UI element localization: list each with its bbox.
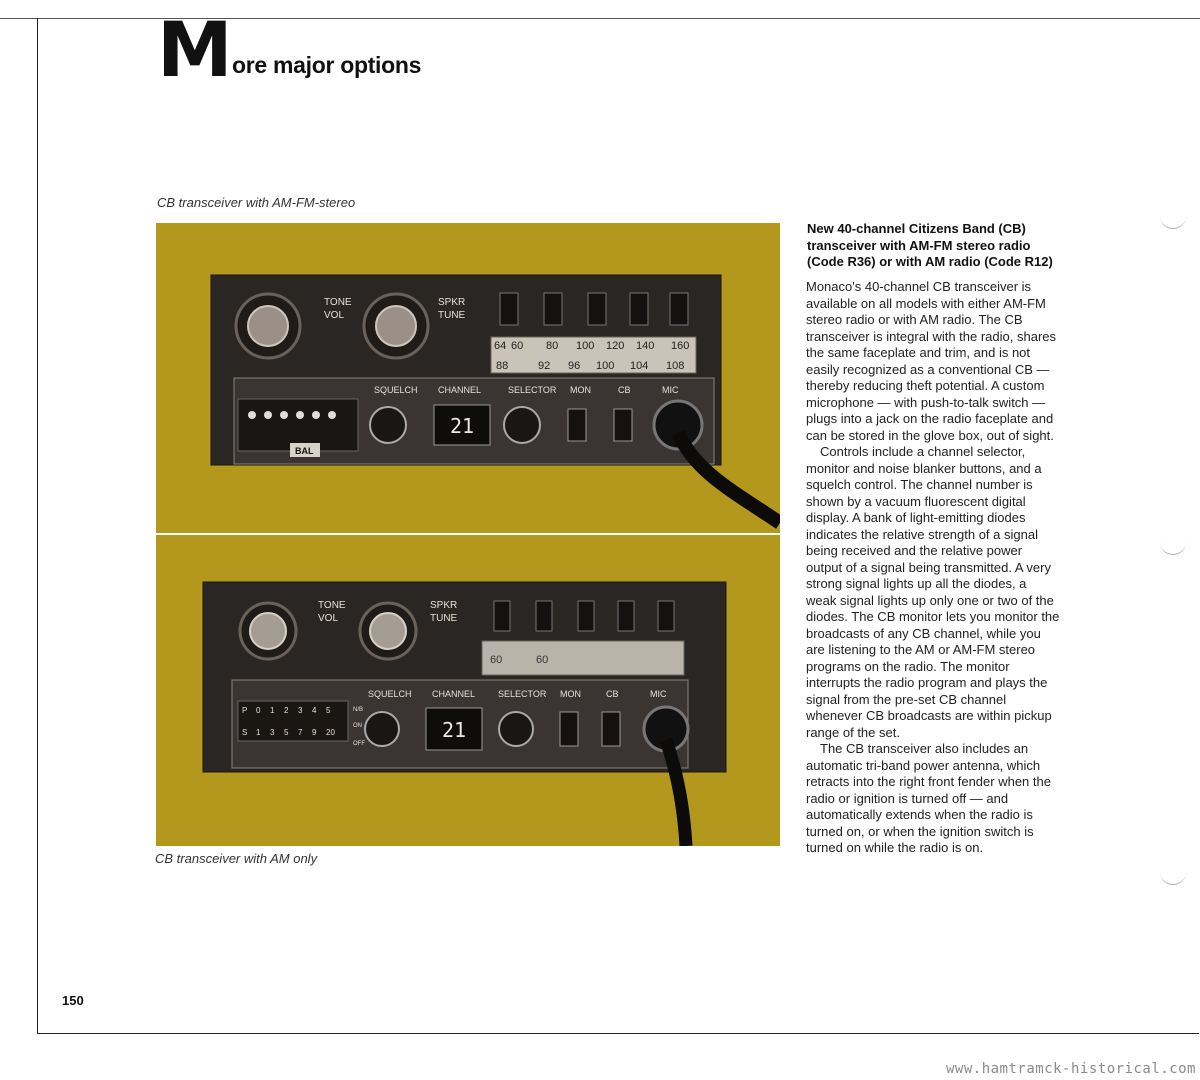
body-line: automatic tri-band power antenna, which bbox=[806, 757, 1041, 773]
body-line: transceiver is integral with the radio, shares bbox=[806, 328, 1057, 344]
heading-text: ore major options bbox=[232, 52, 422, 78]
body-line: stereo radio or with AM radio. The CB bbox=[806, 312, 1023, 327]
heading-initial: M bbox=[157, 5, 231, 94]
body-line: turned on, or when the ignition switch is bbox=[806, 823, 1034, 839]
section-title bbox=[807, 221, 1107, 271]
body-line: weak signal lights up only one or two of the bbox=[806, 592, 1054, 608]
tone-vol-knob-cap bbox=[250, 613, 286, 649]
label-tune: TUNE bbox=[430, 613, 458, 624]
preset-button-5 bbox=[670, 293, 688, 325]
body-line: retracts into the right front fender when the bbox=[806, 774, 1051, 789]
body-line: available on all models with either AM-FM bbox=[806, 295, 1046, 311]
radio-illustration-top bbox=[156, 223, 780, 533]
label-bal: BAL bbox=[295, 446, 314, 456]
section-title-line: (Code R36) or with AM radio (Code R12) bbox=[807, 254, 1053, 269]
led bbox=[328, 411, 336, 419]
caption-top: CB transceiver with AM-FM-stereo bbox=[157, 195, 356, 210]
body-line: turned on while the radio is on. bbox=[806, 840, 984, 855]
led bbox=[264, 411, 272, 419]
label-squelch: SQUELCH bbox=[368, 689, 412, 699]
nb-label: N/B bbox=[353, 707, 364, 713]
label-mic: MIC bbox=[650, 689, 667, 699]
body-line: indicates the relative strength of a signal bbox=[806, 526, 1038, 542]
led-label: 2 bbox=[284, 706, 289, 715]
label-spkr: SPKR bbox=[438, 297, 466, 308]
body-line: display. A bank of light-emitting diodes bbox=[806, 510, 1026, 525]
led-label: 20 bbox=[326, 728, 335, 737]
body-line: the same faceplate and trim, and is not bbox=[806, 345, 1031, 360]
am-tick: 60 bbox=[490, 654, 503, 666]
led-label: P bbox=[242, 706, 248, 715]
tone-vol-knob-cap bbox=[248, 306, 288, 346]
label-cb: CB bbox=[606, 689, 619, 699]
mic-cord bbox=[678, 433, 780, 523]
fm-tick: 64 bbox=[494, 340, 507, 352]
body-line: range of the set. bbox=[806, 724, 900, 740]
label-mon: MON bbox=[570, 385, 591, 395]
led-label: 7 bbox=[298, 728, 303, 737]
section-body bbox=[806, 279, 1106, 857]
preset-button-2 bbox=[536, 601, 552, 631]
body-line: interrupts the radio program and plays the bbox=[806, 675, 1048, 690]
am-tick: 60 bbox=[536, 654, 549, 666]
fm-tick: 80 bbox=[546, 340, 559, 352]
body-line: thereby reducing theft potential. A custom bbox=[806, 378, 1045, 393]
label-selector: SELECTOR bbox=[508, 385, 557, 395]
nb-label: ON bbox=[353, 723, 362, 729]
body-line: programs on the radio. The monitor bbox=[806, 658, 1010, 674]
section-title-line: New 40-channel Citizens Band (CB) bbox=[807, 221, 1026, 236]
fm-tick: 60 bbox=[511, 340, 524, 352]
body-line: Controls include a channel selector, bbox=[820, 444, 1026, 459]
selector-knob bbox=[504, 407, 540, 443]
led-label: 5 bbox=[284, 728, 289, 737]
am-tick: 88 bbox=[496, 360, 509, 372]
label-mic: MIC bbox=[662, 385, 679, 395]
squelch-knob bbox=[365, 712, 399, 746]
photo-cb-am-fm-stereo bbox=[156, 223, 780, 533]
led-label: 3 bbox=[298, 706, 303, 715]
body-line: whenever CB broadcasts are within pickup bbox=[806, 708, 1052, 723]
channel-number: 21 bbox=[450, 414, 475, 438]
led bbox=[312, 411, 320, 419]
label-vol: VOL bbox=[324, 310, 345, 321]
spkr-tune-knob-cap bbox=[376, 306, 416, 346]
label-tone: TONE bbox=[318, 600, 346, 611]
body-line: The CB transceiver also includes an bbox=[820, 741, 1029, 756]
cb-button bbox=[614, 409, 632, 441]
label-vol: VOL bbox=[318, 613, 339, 624]
label-selector: SELECTOR bbox=[498, 689, 547, 699]
body-line: being received and the relative power bbox=[806, 543, 1023, 558]
page-number: 150 bbox=[62, 993, 84, 1008]
body-line: plugs into a jack on the radio faceplate and bbox=[806, 411, 1054, 426]
body-line: automatically extends when the radio is bbox=[806, 807, 1033, 822]
fm-tick: 140 bbox=[636, 340, 655, 352]
fm-tick: 160 bbox=[671, 340, 690, 352]
body-line: broadcasts of any CB channel, while you bbox=[806, 625, 1041, 641]
led-label: 9 bbox=[312, 728, 317, 737]
body-line: signal from the pre-set CB channel bbox=[806, 691, 1007, 707]
am-tick: 100 bbox=[596, 360, 615, 372]
label-mon: MON bbox=[560, 689, 581, 699]
mon-button bbox=[568, 409, 586, 441]
selector-knob bbox=[499, 712, 533, 746]
led-label: 1 bbox=[270, 706, 275, 715]
tuning-dial bbox=[482, 641, 684, 675]
cb-button bbox=[602, 712, 620, 746]
body-line: Monaco's 40-channel CB transceiver is bbox=[806, 279, 1032, 294]
body-line: easily recognized as a conventional CB — bbox=[806, 361, 1050, 377]
nb-label: OFF bbox=[353, 741, 365, 747]
caption-bottom: CB transceiver with AM only bbox=[155, 851, 318, 866]
squelch-knob bbox=[370, 407, 406, 443]
label-tone: TONE bbox=[324, 297, 352, 308]
body-line: are listening to the AM or AM-FM stereo bbox=[806, 642, 1036, 657]
am-tick: 108 bbox=[666, 360, 685, 372]
body-line: strong signal lights up all the diodes, a bbox=[806, 576, 1027, 591]
led bbox=[248, 411, 256, 419]
am-tick: 104 bbox=[630, 360, 649, 372]
led-label: 1 bbox=[256, 728, 261, 737]
radio-illustration-bottom bbox=[156, 535, 780, 846]
body-line: monitor and noise blanker buttons, and a bbox=[806, 460, 1042, 476]
spkr-tune-knob-cap bbox=[370, 613, 406, 649]
preset-button-2 bbox=[544, 293, 562, 325]
preset-button-3 bbox=[578, 601, 594, 631]
body-line: can be stored in the glove box, out of sight. bbox=[806, 427, 1054, 443]
channel-number: 21 bbox=[442, 718, 467, 742]
led-label: 5 bbox=[326, 706, 331, 715]
body-line: diodes. The CB monitor lets you monitor the bbox=[806, 609, 1060, 624]
label-channel: CHANNEL bbox=[432, 689, 476, 699]
label-tune: TUNE bbox=[438, 310, 466, 321]
led-label: 4 bbox=[312, 706, 317, 715]
label-spkr: SPKR bbox=[430, 600, 458, 611]
led-label: 0 bbox=[256, 706, 261, 715]
preset-button-5 bbox=[658, 601, 674, 631]
body-line: shown by a vacuum fluorescent digital bbox=[806, 493, 1026, 509]
preset-button-4 bbox=[630, 293, 648, 325]
body-line: output of a signal being transmitted. A very bbox=[806, 559, 1051, 575]
photo-cb-am-only bbox=[156, 535, 780, 846]
am-tick: 92 bbox=[538, 360, 551, 372]
preset-button-4 bbox=[618, 601, 634, 631]
body-line: microphone — with push-to-talk switch — bbox=[806, 394, 1046, 410]
preset-button-1 bbox=[494, 601, 510, 631]
led bbox=[280, 411, 288, 419]
label-channel: CHANNEL bbox=[438, 385, 482, 395]
led-label: S bbox=[242, 728, 248, 737]
preset-button-1 bbox=[500, 293, 518, 325]
fm-tick: 120 bbox=[606, 340, 625, 352]
mon-button bbox=[560, 712, 578, 746]
preset-button-3 bbox=[588, 293, 606, 325]
section-title-line: transceiver with AM-FM stereo radio bbox=[807, 237, 1031, 253]
label-cb: CB bbox=[618, 385, 631, 395]
led-label: 3 bbox=[270, 728, 275, 737]
watermark: www.hamtramck-historical.com bbox=[945, 1061, 1196, 1077]
fm-tick: 100 bbox=[576, 340, 595, 352]
body-line: radio or ignition is turned off — and bbox=[806, 790, 1009, 806]
led bbox=[296, 411, 304, 419]
body-line: squelch control. The channel number is bbox=[806, 477, 1033, 492]
label-squelch: SQUELCH bbox=[374, 385, 418, 395]
am-tick: 96 bbox=[568, 360, 581, 372]
